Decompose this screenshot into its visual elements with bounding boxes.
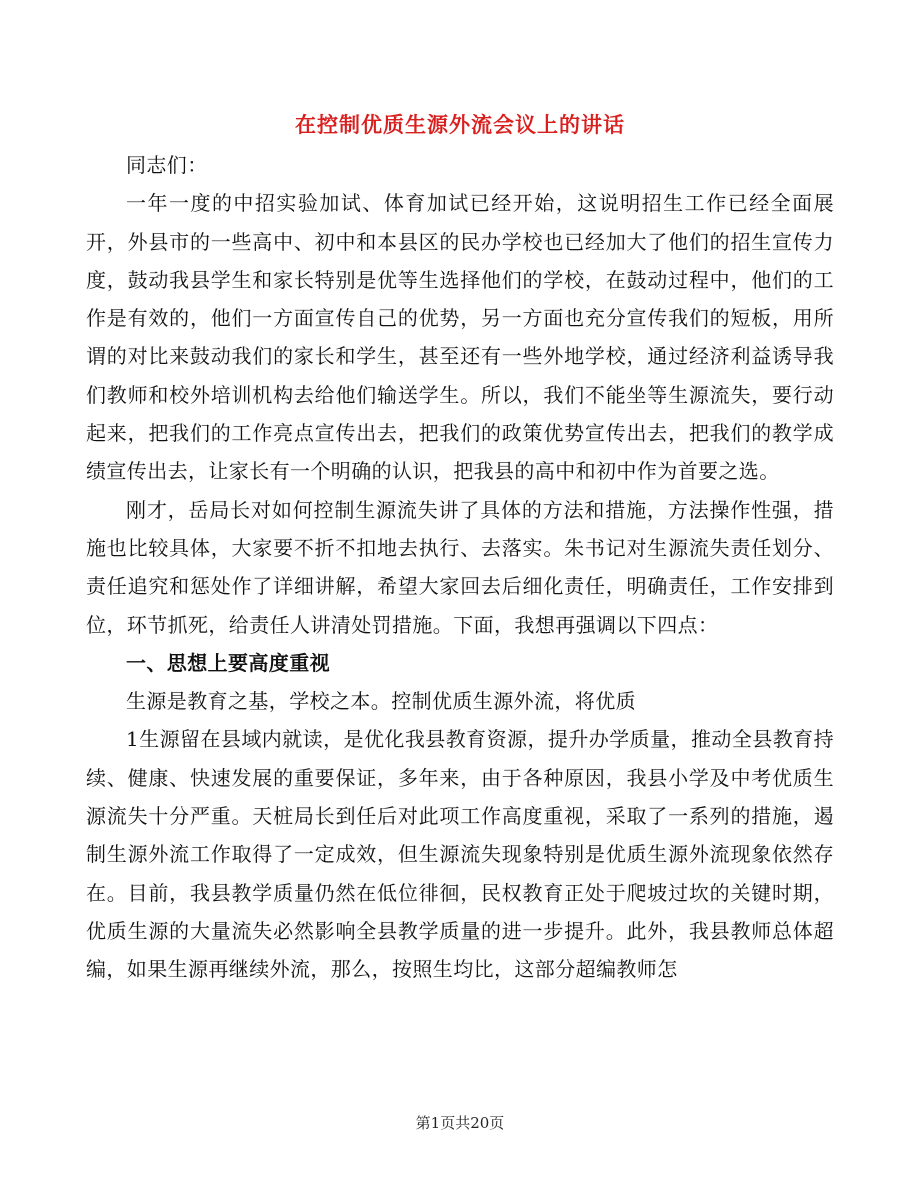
body-paragraph: 刚才，岳局长对如何控制生源流失讲了具体的方法和措施，方法操作性强，措施也比较具体，大家要不折不扣地去执行、去落实。朱书记对生源流失责任划分、责任追究和惩处作了详细讲解，希望大家回去后细化责任，明确责任，工作安排到位，环节抓死，给责任人讲清处罚措施。下面，我想再强调以下四点： <box>86 497 834 637</box>
body-paragraph: 一年一度的中招实验加试、体育加试已经开始，这说明招生工作已经全面展开，外县市的一些高中、初中和本县区的民办学校也已经加大了他们的招生宣传力度，鼓动我县学生和家长特别是优等生选择他们的学校，在鼓动过程中，他们的工作是有效的，他们一方面宣传自己的优势，另一方面也充分宣传我们的短板，用所谓的对比来鼓动我们的家长和学生，甚至还有一些外地学校，通过经济利益诱导我们教师和校外培训机构去给他们输送学生。所以，我们不能坐等生源流失，要行动起来，把我们的工作亮点宣传出去，把我们的政策优势宣传出去，把我们的教学成绩宣传出去，让家长有一个明确的认识，把我县的高中和初中作为首要之选。 <box>86 191 834 484</box>
section-heading: 一、思想上要高度重视 <box>126 650 330 675</box>
body-paragraph: 生源是教育之基，学校之本。控制优质生源外流，将优质 <box>126 689 636 714</box>
salutation-paragraph: 同志们： <box>126 153 208 177</box>
page-number: 第1页共20页 <box>415 1114 505 1132</box>
document-body <box>86 146 834 989</box>
document-title: 在控制优质生源外流会议上的讲话 <box>295 112 625 137</box>
body-paragraph: 1生源留在县域内就读，是优化我县教育资源，提升办学质量，推动全县教育持续、健康、快速发展的重要保证，多年来，由于各种原因，我县小学及中考优质生源流失十分严重。天桩局长到任后对此项工作高度重视，采取了一系列的措施，遏制生源外流工作取得了一定成效，但生源流失现象特别是优质生源外流现象依然存在。目前，我县教学质量仍然在低位徘徊，民权教育正处于爬坡过坎的关键时期，优质生源的大量流失必然影响全县教学质量的进一步提升。此外，我县教师总体超编，如果生源再继续外流，那么，按照生均比，这部分超编教师怎 <box>86 727 834 982</box>
